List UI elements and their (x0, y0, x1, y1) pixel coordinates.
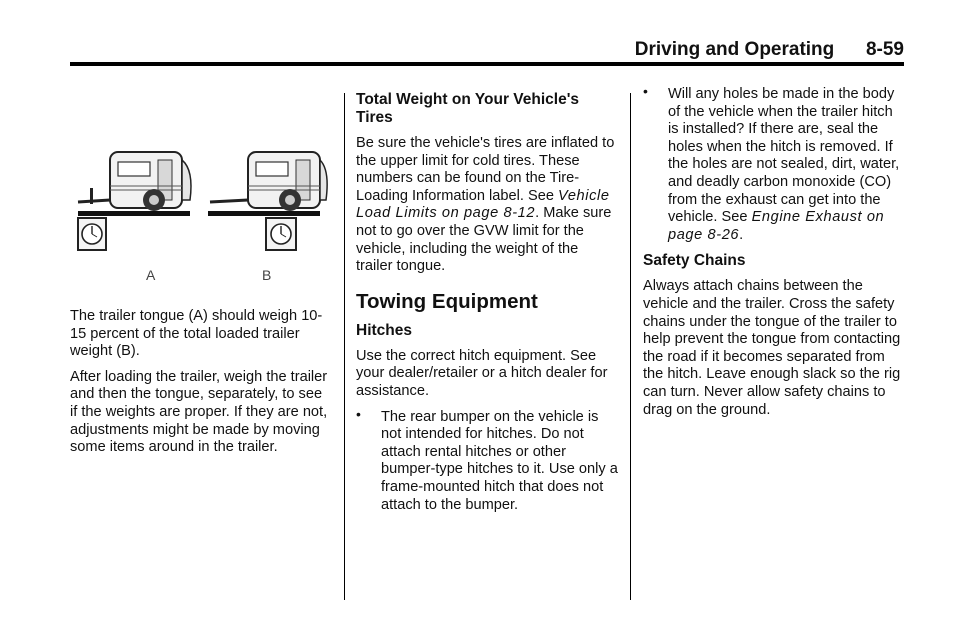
section-title: Driving and Operating (634, 39, 835, 60)
tires-paragraph (356, 135, 618, 276)
tires-text-start: Be sure the vehicle's tires are inflated to the upper limit for cold tires. These numbers can be found on the Tire-Loading Information label. See (356, 135, 615, 204)
trailer-a-illustration (78, 152, 191, 250)
safety-chains-subheading: Safety Chains (643, 252, 746, 270)
tongue-weight-paragraph: The trailer tongue (A) should weigh 10-15 percent of the total loaded trailer weight (B). (70, 308, 323, 360)
weighing-paragraph: After loading the trailer, weigh the trailer and then the tongue, separately, to see if the weights are proper. If they are not, adjustments might be made by moving some items around in the trailer. (70, 368, 328, 456)
tires-subheading: Total Weight on Your Vehicle's Tires (356, 91, 580, 126)
page-header (470, 39, 904, 61)
holes-bullet-end: . (739, 226, 744, 243)
figure-label-a: A (146, 267, 156, 283)
hitches-subheading: Hitches (356, 321, 412, 339)
tires-text-end: . Make sure not to go over the GVW limit for the vehicle, including the weight of the trailer tongue. (356, 205, 612, 275)
page-number: 8-59 (865, 39, 904, 60)
bumper-bullet-text: The rear bumper on the vehicle is not intended for hitches. Do not attach rental hitches or other bumper-type hitches to it. Use only a frame-mounted hitch that does not attach to the bumper. (381, 408, 618, 513)
hitches-paragraph: Use the correct hitch equipment. See your dealer/retailer or a hitch dealer for assistance. (356, 347, 608, 399)
left-column (70, 308, 332, 465)
figure-label-b: B (262, 267, 272, 283)
bullet-dot: • (643, 83, 648, 99)
load-limits-reference[interactable]: Vehicle Load Limits on page 8-12 (356, 187, 610, 222)
right-column (643, 83, 905, 427)
header-rule (70, 62, 904, 66)
towing-equipment-heading: Towing Equipment (356, 289, 538, 313)
middle-column (356, 91, 618, 522)
engine-exhaust-reference[interactable]: Engine Exhaust on page 8-26 (668, 209, 885, 243)
holes-bullet (643, 83, 905, 244)
trailer-b-illustration (208, 152, 327, 250)
bullet-dot: • (356, 405, 361, 422)
holes-bullet-text: Will any holes be made in the body of the vehicle when the trailer hitch is installed? If there are, seal the holes when the hitch is removed. If the holes are not sealed, dirt, water, and deadly carbon monoxide (CO) from the exhaust can get into the vehicle. See (668, 86, 900, 226)
safety-chains-paragraph: Always attach chains between the vehicle and the trailer. Cross the safety chains under the tongue of the trailer to help prevent the tongue from contacting the road if it becomes separated from the hitch. Leave enough slack so the rig can turn. Never allow safety chains to drag on the ground. (643, 278, 901, 418)
trailer-weighing-figure (70, 140, 330, 290)
column-divider-1 (344, 93, 345, 600)
column-divider-2 (630, 93, 631, 600)
bumper-bullet (356, 405, 618, 515)
